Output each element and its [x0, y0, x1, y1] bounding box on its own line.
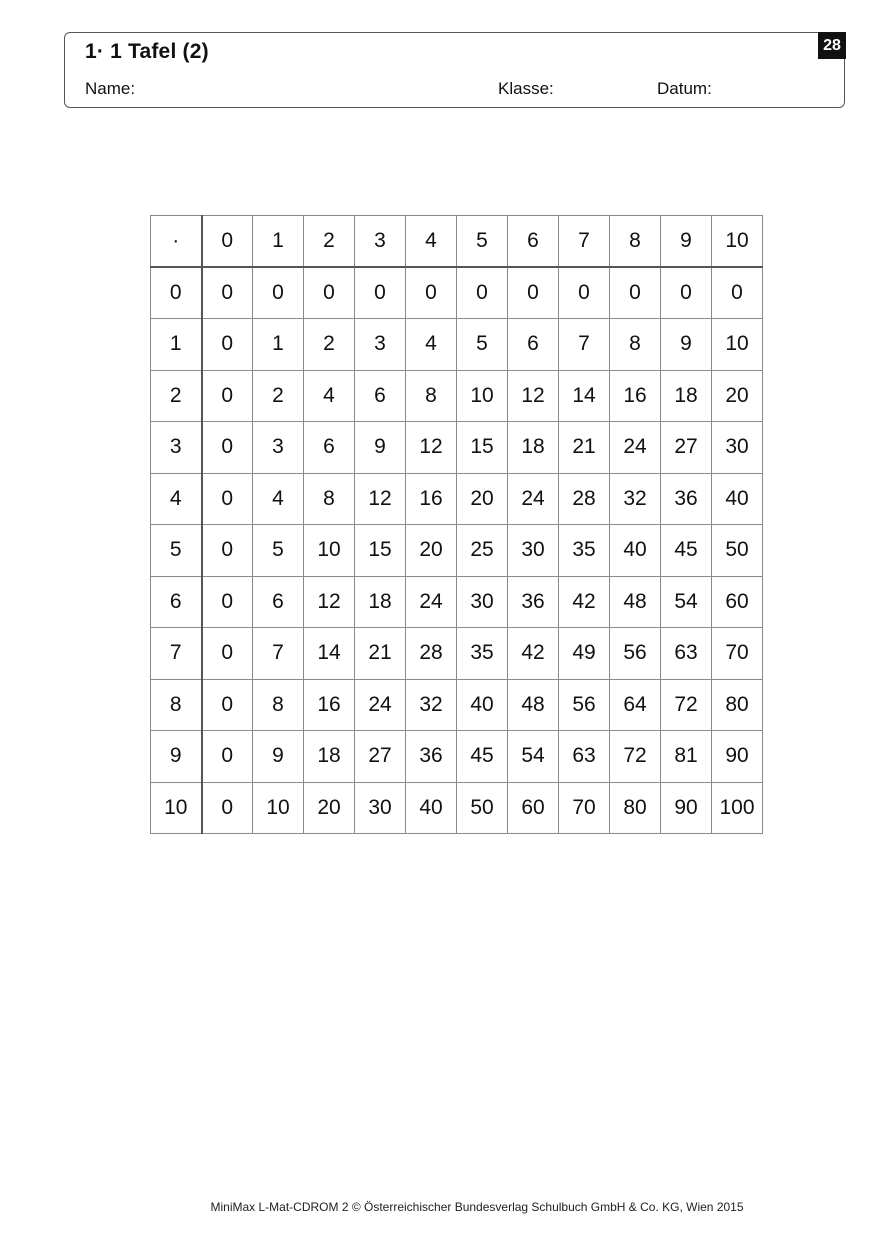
product-cell: 14 [559, 370, 610, 422]
product-cell: 0 [202, 422, 253, 474]
product-cell: 21 [559, 422, 610, 474]
product-cell: 9 [253, 731, 304, 783]
product-cell: 0 [202, 319, 253, 371]
row-header-cell: 10 [151, 782, 202, 834]
column-header-cell: 8 [610, 216, 661, 268]
product-cell: 20 [406, 525, 457, 577]
product-cell: 35 [457, 628, 508, 680]
column-header-cell: 7 [559, 216, 610, 268]
product-cell: 21 [355, 628, 406, 680]
product-cell: 56 [559, 679, 610, 731]
product-cell: 3 [355, 319, 406, 371]
product-cell: 0 [202, 525, 253, 577]
product-cell: 10 [304, 525, 355, 577]
table-row [151, 679, 763, 731]
product-cell: 10 [253, 782, 304, 834]
product-cell: 15 [355, 525, 406, 577]
product-cell: 28 [406, 628, 457, 680]
corner-cell: · [151, 216, 202, 268]
product-cell: 30 [355, 782, 406, 834]
table-row [151, 370, 763, 422]
row-header-cell: 9 [151, 731, 202, 783]
product-cell: 80 [610, 782, 661, 834]
product-cell: 0 [508, 267, 559, 319]
product-cell: 18 [304, 731, 355, 783]
product-cell: 9 [661, 319, 712, 371]
product-cell: 20 [304, 782, 355, 834]
worksheet-header [64, 32, 845, 108]
row-header-cell: 1 [151, 319, 202, 371]
product-cell: 15 [457, 422, 508, 474]
product-cell: 12 [355, 473, 406, 525]
product-cell: 6 [508, 319, 559, 371]
product-cell: 12 [508, 370, 559, 422]
product-cell: 24 [610, 422, 661, 474]
row-header-cell: 6 [151, 576, 202, 628]
product-cell: 54 [661, 576, 712, 628]
product-cell: 48 [508, 679, 559, 731]
class-label: Klasse: [498, 79, 554, 98]
table-row [151, 782, 763, 834]
product-cell: 56 [610, 628, 661, 680]
product-cell: 0 [202, 679, 253, 731]
page-number-badge: 28 [818, 32, 846, 59]
product-cell: 0 [304, 267, 355, 319]
row-header-cell: 2 [151, 370, 202, 422]
product-cell: 24 [406, 576, 457, 628]
product-cell: 4 [406, 319, 457, 371]
product-cell: 0 [253, 267, 304, 319]
product-cell: 60 [508, 782, 559, 834]
product-cell: 1 [253, 319, 304, 371]
product-cell: 60 [712, 576, 763, 628]
column-header-cell: 3 [355, 216, 406, 268]
table-row [151, 731, 763, 783]
product-cell: 0 [202, 267, 253, 319]
product-cell: 2 [253, 370, 304, 422]
product-cell: 6 [304, 422, 355, 474]
row-header-cell: 8 [151, 679, 202, 731]
product-cell: 0 [355, 267, 406, 319]
product-cell: 20 [712, 370, 763, 422]
product-cell: 12 [406, 422, 457, 474]
product-cell: 63 [559, 731, 610, 783]
product-cell: 42 [508, 628, 559, 680]
column-header-cell: 4 [406, 216, 457, 268]
product-cell: 70 [559, 782, 610, 834]
column-header-cell: 2 [304, 216, 355, 268]
row-header-cell: 4 [151, 473, 202, 525]
product-cell: 48 [610, 576, 661, 628]
product-cell: 90 [661, 782, 712, 834]
product-cell: 7 [559, 319, 610, 371]
product-cell: 12 [304, 576, 355, 628]
product-cell: 36 [406, 731, 457, 783]
product-cell: 9 [355, 422, 406, 474]
product-cell: 3 [253, 422, 304, 474]
table-row [151, 628, 763, 680]
product-cell: 90 [712, 731, 763, 783]
product-cell: 30 [457, 576, 508, 628]
product-cell: 36 [508, 576, 559, 628]
product-cell: 0 [610, 267, 661, 319]
product-cell: 42 [559, 576, 610, 628]
product-cell: 25 [457, 525, 508, 577]
column-header-cell: 5 [457, 216, 508, 268]
product-cell: 4 [304, 370, 355, 422]
product-cell: 0 [202, 576, 253, 628]
product-cell: 27 [355, 731, 406, 783]
product-cell: 50 [712, 525, 763, 577]
name-label: Name: [85, 79, 136, 98]
product-cell: 0 [559, 267, 610, 319]
product-cell: 10 [457, 370, 508, 422]
row-header-cell: 5 [151, 525, 202, 577]
product-cell: 0 [202, 731, 253, 783]
product-cell: 30 [508, 525, 559, 577]
product-cell: 8 [253, 679, 304, 731]
column-header-cell: 6 [508, 216, 559, 268]
product-cell: 70 [712, 628, 763, 680]
product-cell: 27 [661, 422, 712, 474]
product-cell: 5 [253, 525, 304, 577]
product-cell: 7 [253, 628, 304, 680]
product-cell: 20 [457, 473, 508, 525]
product-cell: 40 [406, 782, 457, 834]
product-cell: 0 [712, 267, 763, 319]
product-cell: 4 [253, 473, 304, 525]
multiplication-table [150, 215, 763, 834]
column-header-cell: 9 [661, 216, 712, 268]
product-cell: 81 [661, 731, 712, 783]
product-cell: 0 [457, 267, 508, 319]
product-cell: 32 [406, 679, 457, 731]
product-cell: 24 [355, 679, 406, 731]
product-cell: 72 [661, 679, 712, 731]
product-cell: 16 [610, 370, 661, 422]
product-cell: 50 [457, 782, 508, 834]
product-cell: 0 [202, 628, 253, 680]
row-header-cell: 0 [151, 267, 202, 319]
product-cell: 8 [406, 370, 457, 422]
product-cell: 18 [355, 576, 406, 628]
product-cell: 10 [712, 319, 763, 371]
product-cell: 8 [304, 473, 355, 525]
table-row [151, 422, 763, 474]
product-cell: 0 [661, 267, 712, 319]
product-cell: 35 [559, 525, 610, 577]
table-header-row [151, 216, 763, 268]
table-row [151, 525, 763, 577]
product-cell: 2 [304, 319, 355, 371]
product-cell: 28 [559, 473, 610, 525]
product-cell: 0 [202, 370, 253, 422]
page-title: 1· 1 Tafel (2) [85, 40, 209, 63]
product-cell: 5 [457, 319, 508, 371]
product-cell: 49 [559, 628, 610, 680]
product-cell: 6 [253, 576, 304, 628]
product-cell: 64 [610, 679, 661, 731]
product-cell: 40 [712, 473, 763, 525]
table-row [151, 319, 763, 371]
product-cell: 0 [202, 473, 253, 525]
product-cell: 36 [661, 473, 712, 525]
copyright-footer: MiniMax L-Mat-CDROM 2 © Österreichischer Bundesverlag Schulbuch GmbH & Co. KG, Wien 2015 [210, 1200, 744, 1214]
product-cell: 14 [304, 628, 355, 680]
product-cell: 18 [661, 370, 712, 422]
table-row [151, 576, 763, 628]
product-cell: 16 [406, 473, 457, 525]
product-cell: 32 [610, 473, 661, 525]
product-cell: 40 [457, 679, 508, 731]
column-header-cell: 10 [712, 216, 763, 268]
product-cell: 8 [610, 319, 661, 371]
product-cell: 80 [712, 679, 763, 731]
product-cell: 16 [304, 679, 355, 731]
product-cell: 63 [661, 628, 712, 680]
product-cell: 24 [508, 473, 559, 525]
product-cell: 45 [457, 731, 508, 783]
product-cell: 45 [661, 525, 712, 577]
product-cell: 72 [610, 731, 661, 783]
column-header-cell: 1 [253, 216, 304, 268]
product-cell: 18 [508, 422, 559, 474]
product-cell: 0 [202, 782, 253, 834]
table-row [151, 267, 763, 319]
product-cell: 0 [406, 267, 457, 319]
product-cell: 30 [712, 422, 763, 474]
date-label: Datum: [657, 79, 712, 98]
row-header-cell: 3 [151, 422, 202, 474]
product-cell: 54 [508, 731, 559, 783]
table-row [151, 473, 763, 525]
product-cell: 40 [610, 525, 661, 577]
column-header-cell: 0 [202, 216, 253, 268]
product-cell: 6 [355, 370, 406, 422]
row-header-cell: 7 [151, 628, 202, 680]
product-cell: 100 [712, 782, 763, 834]
